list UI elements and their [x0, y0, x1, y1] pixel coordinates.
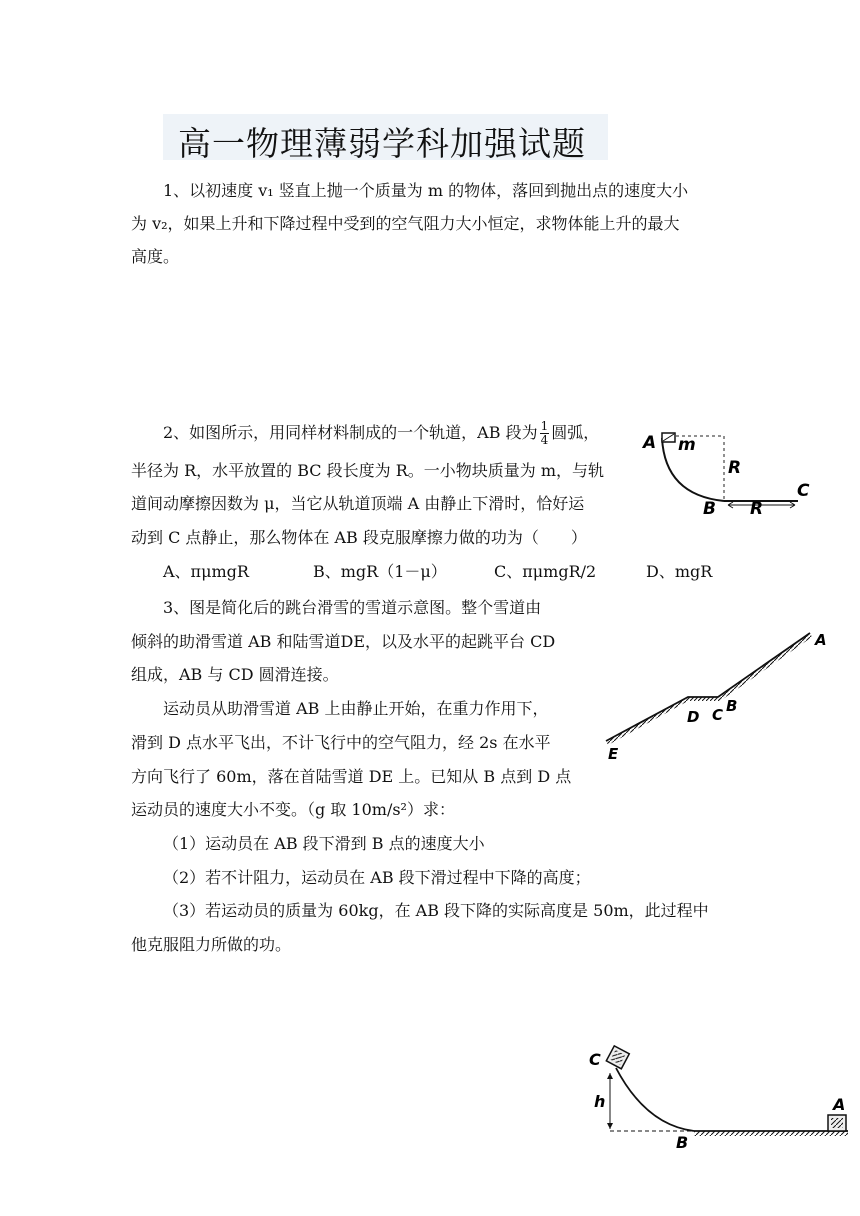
- frac-numerator: 1: [540, 419, 549, 433]
- fig4-label-b: B: [676, 1133, 689, 1152]
- q1-line2: 为 v₂，如果上升和下降过程中受到的空气阻力大小恒定，求物体能上升的最大: [131, 214, 680, 233]
- fig3-label-a: A: [815, 631, 827, 649]
- q2-line4: 动到 C 点静止，那么物体在 AB 段克服摩擦力做的功为（ ）: [131, 528, 587, 547]
- fig2-label-c: C: [797, 481, 810, 501]
- q2-line3: 道间动摩擦因数为 μ，当它从轨道顶端 A 由静止下滑时，恰好运: [131, 494, 585, 513]
- q3-line3: 组成，AB 与 CD 圆滑连接。: [131, 665, 339, 684]
- fraction-one-quarter: [540, 420, 550, 447]
- q2-option-d: D、mgR: [646, 562, 713, 581]
- fig2-label-a: A: [643, 433, 657, 453]
- fig3-label-b: B: [726, 697, 738, 715]
- q3-line2: 倾斜的助滑雪道 AB 和陆雪道DE，以及水平的起跳平台 CD: [131, 632, 556, 651]
- q3-sub2: （2）若不计阻力，运动员在 AB 段下滑过程中下降的高度；: [163, 868, 591, 887]
- q3-sub3b: 他克服阻力所做的功。: [131, 935, 292, 954]
- q2-option-b: B、mgR（1－μ）: [313, 562, 447, 581]
- q2-line2: 半径为 R，水平放置的 BC 段长度为 R。一小物块质量为 m，与轨: [131, 461, 604, 480]
- q1-line1: 1、以初速度 v₁ 竖直上抛一个质量为 m 的物体，落回到抛出点的速度大小: [163, 181, 689, 200]
- q2-option-a: A、πμmgR: [163, 562, 249, 581]
- q3-sub1: （1）运动员在 AB 段下滑到 B 点的速度大小: [163, 834, 485, 853]
- page-title: 高一物理薄弱学科加强试题: [178, 124, 586, 163]
- fig3-label-d: D: [687, 708, 700, 726]
- q2-line1: [163, 420, 599, 447]
- fig4-label-a: A: [833, 1095, 846, 1114]
- fig2-label-m: m: [678, 435, 696, 455]
- fig2-label-r-vertical: R: [728, 458, 742, 478]
- q3-line6: 方向飞行了 60m，落在首陆雪道 DE 上。已知从 B 点到 D 点: [131, 767, 572, 786]
- q3-line1: 3、图是简化后的跳台滑雪的雪道示意图。整个雪道由: [163, 598, 542, 617]
- q1-line3: 高度。: [131, 247, 180, 266]
- fig4-label-c: C: [589, 1050, 601, 1069]
- fig4-label-h: h: [594, 1092, 606, 1111]
- frac-denominator: 4: [540, 433, 549, 447]
- q3-line7: 运动员的速度大小不变。（g 取 10m/s²）求：: [131, 800, 455, 819]
- q3-line4: 运动员从助滑雪道 AB 上由静止开始，在重力作用下，: [163, 699, 549, 718]
- q3-line5: 滑到 D 点水平飞出，不计飞行中的空气阻力，经 2s 在水平: [131, 733, 551, 752]
- fig3-label-e: E: [608, 745, 619, 763]
- fig3-label-c: C: [712, 706, 724, 724]
- q3-ski-jump-figure: [598, 625, 828, 765]
- q4-slope-figure: [586, 1040, 856, 1155]
- q3-sub3a: （3）若运动员的质量为 60kg，在 AB 段下降的实际高度是 50m，此过程中: [163, 901, 709, 920]
- q2-line1-b: 圆弧，: [551, 423, 600, 442]
- fig2-label-r-horizontal: R: [750, 499, 764, 519]
- q2-line1-a: 2、如图所示，用同样材料制成的一个轨道，AB 段为: [163, 423, 538, 442]
- fig2-label-b: B: [703, 499, 716, 519]
- q2-track-figure: [640, 425, 820, 520]
- q2-option-c: C、πμmgR/2: [494, 562, 597, 581]
